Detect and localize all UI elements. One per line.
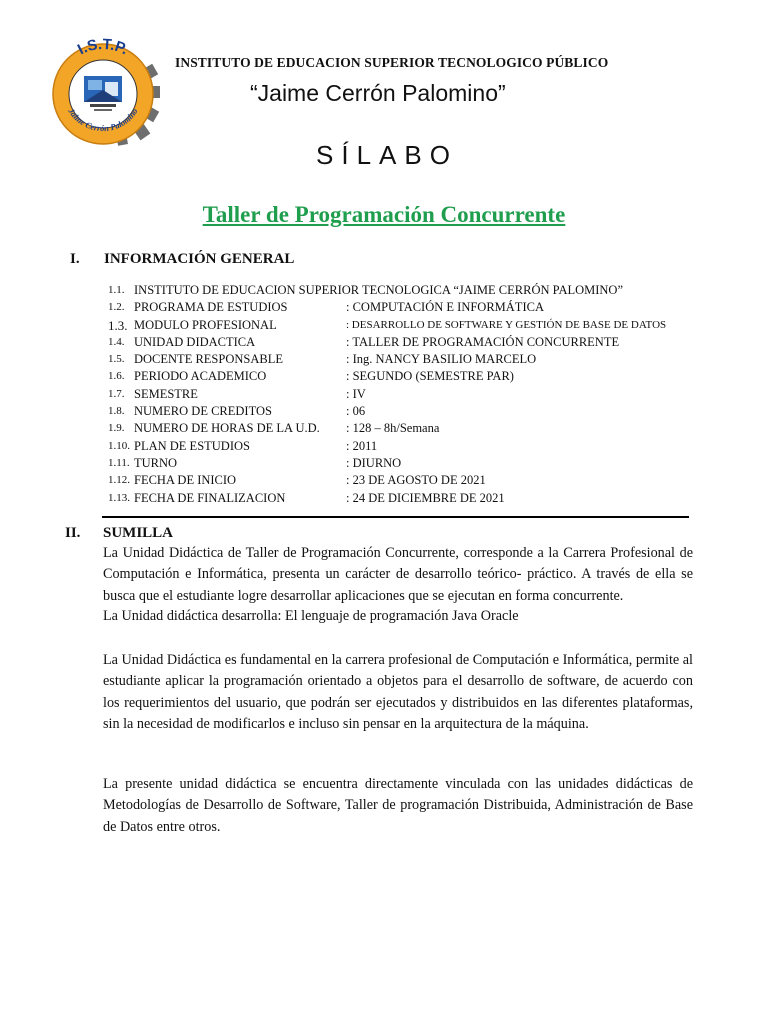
info-row-label: UNIDAD DIDACTICA	[134, 334, 256, 349]
info-row	[108, 299, 748, 316]
info-row-number: 1.4.	[108, 335, 125, 348]
info-row-number: 1.8.	[108, 405, 125, 418]
info-row-label: DOCENTE RESPONSABLE	[134, 352, 283, 367]
info-row-number: 1.6.	[108, 370, 125, 383]
info-row-number: 1.11.	[108, 456, 130, 469]
logo-text: I.S.T.P.	[74, 38, 132, 59]
section-number: I.	[70, 251, 80, 267]
info-row	[108, 334, 748, 351]
info-row-value: : 128 – 8h/Semana	[346, 421, 440, 436]
paragraph: La presente unidad didáctica se encuentra directamente vinculada con las unidades didácticas de Metodologías de Desarrollo de Software, Taller de programación Distribuida, Administración de Base de Datos entre otros.	[103, 776, 693, 835]
info-row-label: FECHA DE INICIO	[134, 473, 237, 488]
info-row	[108, 438, 748, 455]
info-row-label: TURNO	[134, 455, 178, 470]
info-row-label: NUMERO DE CREDITOS	[134, 404, 272, 419]
institute-name: INSTITUTO DE EDUCACION SUPERIOR TECNOLOGICO PÚBLICO	[175, 55, 609, 70]
info-row	[108, 351, 748, 368]
course-title: Taller de Programación Concurrente	[202, 202, 566, 227]
info-row-number: 1.1.	[108, 284, 125, 296]
document-type: SÍLABO	[316, 140, 458, 170]
info-row-label: PROGRAMA DE ESTUDIOS	[134, 300, 288, 315]
info-row	[108, 368, 748, 385]
info-row-value: : Ing. NANCY BASILIO MARCELO	[346, 352, 537, 367]
info-row	[108, 282, 748, 299]
info-row-number: 1.12.	[108, 474, 130, 487]
info-row	[108, 403, 748, 420]
info-row-number: 1.3.	[108, 317, 128, 333]
info-row	[108, 386, 748, 403]
info-row-value: : DIURNO	[346, 455, 402, 470]
info-row-label: PLAN DE ESTUDIOS	[134, 438, 250, 453]
info-row-value: : 23 DE AGOSTO DE 2021	[346, 473, 486, 488]
logo-ring-text: Jaime Cerrón Palomino	[66, 106, 140, 134]
info-row-value: : IV	[346, 386, 366, 401]
info-row	[108, 455, 748, 472]
institute-logo	[44, 38, 162, 146]
section-title: SUMILLA	[103, 525, 174, 541]
info-row-label: MODULO PROFESIONAL	[134, 317, 277, 332]
info-row-value: : 06	[346, 404, 366, 419]
info-row-number: 1.10.	[108, 439, 130, 452]
section-title: INFORMACIÓN GENERAL	[104, 251, 295, 267]
paragraph: La Unidad Didáctica de Taller de Programación Concurrente, corresponde a la Carrera Profesional de Computación e Informática, presenta un carácter de desarrollo teórico- práctico. A través de ella se busca que el estudiante logre desarrollar aplicaciones que se ejecutan en forma concurrente.	[103, 545, 693, 604]
info-row	[108, 490, 748, 507]
info-row-value: : TALLER DE PROGRAMACIÓN CONCURRENTE	[346, 334, 620, 349]
info-row-number: 1.13.	[108, 491, 130, 504]
info-row-number: 1.5.	[108, 353, 125, 366]
section-divider	[102, 516, 689, 518]
info-row-value: : 2011	[346, 438, 378, 453]
paragraph: La Unidad Didáctica es fundamental en la carrera profesional de Computación e Informática, permite al estudiante aplicar la programación orientado a objetos para el desarrollo de software, de acuerdo con los requerimientos del usuario, que podrán ser ejecutados y distribuidos en las diferentes plataformas, sin la necesidad de modificarlos e incluso sin pensar en la arquitectura de la máquina.	[103, 652, 693, 732]
info-row-number: 1.7.	[108, 387, 125, 400]
info-row-value: : DESARROLLO DE SOFTWARE Y GESTIÓN DE BASE DE DATOS	[346, 318, 667, 331]
info-row	[108, 472, 748, 489]
info-row-number: 1.2.	[108, 301, 125, 314]
info-row	[108, 420, 748, 437]
info-row-number: 1.9.	[108, 422, 125, 435]
section-number: II.	[65, 525, 81, 541]
info-row-value: : 24 DE DICIEMBRE DE 2021	[346, 490, 505, 505]
institute-subtitle: “Jaime Cerrón Palomino”	[250, 80, 506, 106]
paragraph: La Unidad didáctica desarrolla: El lenguaje de programación Java Oracle	[103, 608, 519, 624]
info-row-label: SEMESTRE	[134, 386, 198, 401]
info-row-value: : COMPUTACIÓN E INFORMÁTICA	[346, 300, 544, 315]
info-row-label: NUMERO DE HORAS DE LA U.D.	[134, 421, 320, 436]
info-row	[108, 317, 748, 334]
general-info-list	[108, 282, 748, 507]
info-row-label: PERIODO ACADEMICO	[134, 369, 267, 384]
info-row-label: INSTITUTO DE EDUCACION SUPERIOR TECNOLOGICA “JAIME CERRÓN PALOMINO”	[134, 283, 624, 297]
info-row-label: FECHA DE FINALIZACION	[134, 490, 286, 505]
info-row-value: : SEGUNDO (SEMESTRE PAR)	[346, 369, 514, 384]
